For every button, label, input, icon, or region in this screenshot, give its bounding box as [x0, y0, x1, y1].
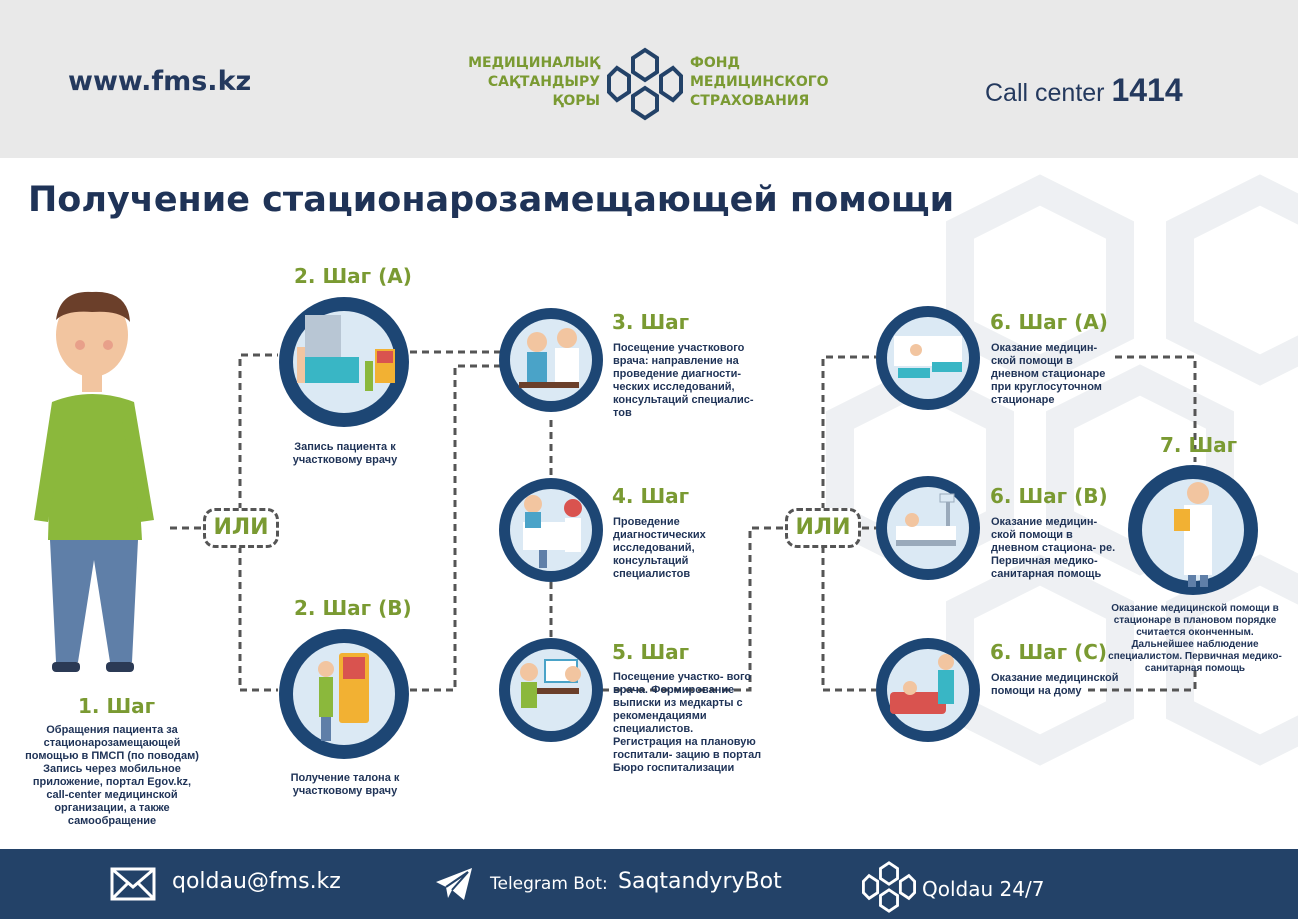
call-center-number: 1414	[1111, 72, 1183, 108]
telegram-bot-name[interactable]: SaqtandyryBot	[618, 869, 782, 894]
step-3-text: Посещение участкового врача: направление на проведение диагности- ческих исследований, консультаций специалис- тов	[613, 342, 754, 419]
step-2b-label: 2. Шаг (В)	[294, 596, 412, 620]
logo-kz-line: САҚТАНДЫРУ	[487, 74, 600, 90]
step-2a-text: Запись пациента к участковому врачу	[292, 441, 398, 466]
step-2b-ticket-kiosk-icon	[279, 629, 409, 759]
or-connector-right: ИЛИ	[785, 508, 861, 548]
patient-illustration	[30, 290, 180, 690]
logo-kz-line: ҚОРЫ	[552, 93, 600, 109]
step-5-consultation-icon	[499, 638, 603, 742]
step-6a-day-hospital-icon	[876, 306, 980, 410]
step-2a-registration-icon	[279, 297, 409, 427]
qoldau-support-label[interactable]: Qoldau 24/7	[922, 877, 1045, 901]
step-7-doctor-icon	[1128, 465, 1258, 595]
step-1-text: Обращения пациента за стационарозамещающей помощью в ПМСП (по поводам) Запись через мобильное приложение, портал Egov.kz, call-center медицинской организации, а также самообращение	[25, 724, 199, 827]
step-6a-label: 6. Шаг (А)	[990, 310, 1108, 334]
step-4-lab-icon	[499, 478, 603, 582]
qoldau-logo-icon	[862, 860, 916, 914]
step-6c-text: Оказание медицинской помощи на дому	[991, 672, 1119, 697]
telegram-bot-label: Telegram Bot:	[490, 874, 608, 894]
step-6c-label: 6. Шаг (С)	[990, 640, 1108, 664]
site-url[interactable]: www.fms.kz	[68, 66, 252, 97]
step-6a-text: Оказание медицин- ской помощи в дневном стационаре при круглосуточном стационаре	[991, 342, 1106, 406]
logo-ru-line: ФОНД	[690, 55, 740, 71]
step-2b-text: Получение талона к участковому врачу	[290, 772, 400, 797]
step-3-doctor-visit-icon	[499, 308, 603, 412]
telegram-icon	[434, 866, 474, 902]
step-6c-home-care-icon	[876, 638, 980, 742]
or-connector-left: ИЛИ	[203, 508, 279, 548]
logo-kz-line: МЕДИЦИНАЛЫҚ	[468, 55, 600, 71]
step-6b-text: Оказание медицин- ской помощи в дневном стациона- ре. Первичная медико-санитарная помощь	[991, 516, 1116, 580]
envelope-icon	[110, 867, 156, 901]
step-2a-label: 2. Шаг (А)	[294, 264, 412, 288]
step-4-label: 4. Шаг	[612, 484, 690, 508]
step-7-text: Оказание медицинской помощи в стационаре в плановом порядке считается оконченным. Дальнейшее наблюдение специалистом. Первичная медико-санитарная помощь	[1108, 603, 1282, 674]
call-center-label: Call center	[985, 79, 1105, 107]
step-5-text: Посещение участко- вого врача. Формирование выписки из медкарты с рекомендациями специалистов. Регистрация на плановую госпитали- зацию в портал Бюро госпитализации	[613, 671, 762, 774]
logo-ru-line: СТРАХОВАНИЯ	[690, 93, 810, 109]
step-7-label: 7. Шаг	[1160, 433, 1238, 457]
step-4-text: Проведение диагностических исследований, консультаций специалистов	[613, 516, 706, 580]
step-6b-ward-icon	[876, 476, 980, 580]
step-5-label: 5. Шаг	[612, 640, 690, 664]
step-3-label: 3. Шаг	[612, 310, 690, 334]
step-1-label: 1. Шаг	[78, 694, 156, 718]
step-6b-label: 6. Шаг (В)	[990, 484, 1108, 508]
support-email[interactable]: qoldau@fms.kz	[172, 869, 341, 894]
page-title: Получение стационарозамещающей помощи	[28, 180, 955, 220]
logo-ru-line: МЕДИЦИНСКОГО	[690, 74, 829, 90]
